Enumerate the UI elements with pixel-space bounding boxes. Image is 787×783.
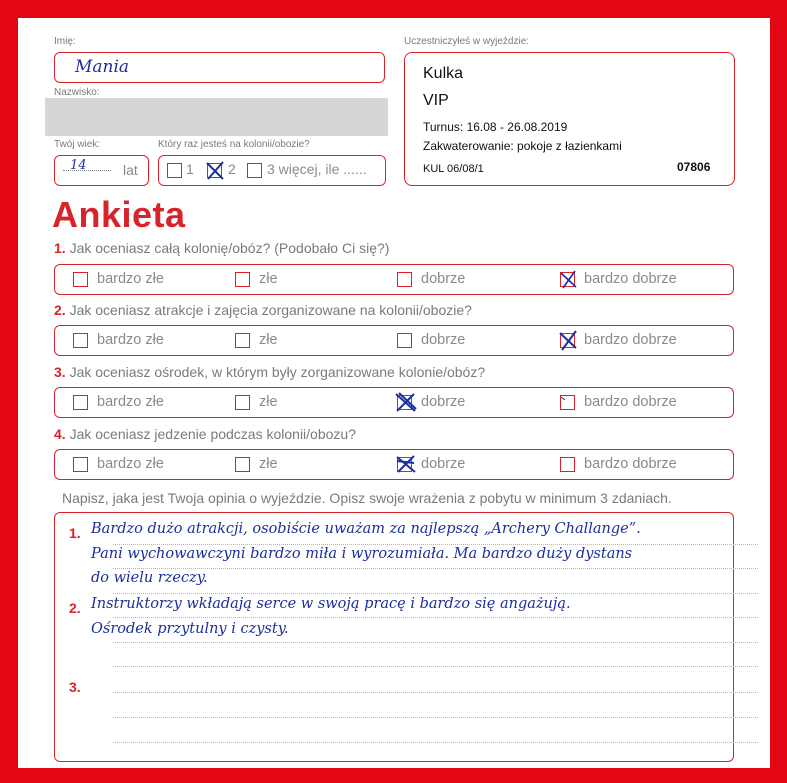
answer-2-number: 2. xyxy=(69,600,81,616)
writing-line xyxy=(113,617,758,618)
question-2-options xyxy=(54,325,734,356)
page-title: Ankieta xyxy=(52,194,186,235)
trip-code: KUL 06/08/1 xyxy=(423,163,484,175)
q4-checkbox-bardzo-zle[interactable] xyxy=(73,457,88,472)
imie-label: Imię: xyxy=(54,36,76,47)
q1-checkbox-bardzo-dobrze[interactable] xyxy=(560,272,575,287)
ktory-label: Który raz jesteś na kolonii/obozie? xyxy=(158,139,310,150)
trip-name: Kulka xyxy=(423,65,464,82)
wiek-label: Twój wiek: xyxy=(54,139,101,150)
uczestniczysz-label: Uczestniczyłeś w wyjeździe: xyxy=(404,36,530,47)
ktory-field xyxy=(158,155,386,186)
q2-checkbox-dobrze[interactable] xyxy=(397,333,412,348)
q2-option-bardzo-zle: bardzo złe xyxy=(97,332,164,348)
q4-option-bardzo-dobrze: bardzo dobrze xyxy=(584,456,677,472)
ktory-opt1-label: 1 xyxy=(186,161,194,177)
ktory-checkbox-2[interactable] xyxy=(207,163,222,178)
opinion-textarea[interactable] xyxy=(54,512,734,762)
answer-3-number: 3. xyxy=(69,679,81,695)
writing-line xyxy=(113,544,758,545)
ktory-checkbox-1[interactable] xyxy=(167,163,182,178)
q4-option-bardzo-zle: bardzo złe xyxy=(97,456,164,472)
q2-checkbox-zle[interactable] xyxy=(235,333,250,348)
question-3-options xyxy=(54,387,734,418)
ktory-opt2-label: 2 xyxy=(228,161,236,177)
answer-2-line-2: Ośrodek przytulny i czysty. xyxy=(91,621,289,637)
wiek-value: 14 xyxy=(70,158,87,173)
stray-mark-icon xyxy=(557,391,579,413)
question-1-options xyxy=(54,264,734,295)
question-4-text: Jak oceniasz jedzenie podczas kolonii/obozu? xyxy=(69,426,356,442)
imie-field[interactable] xyxy=(54,52,385,83)
question-3-number: 3. xyxy=(54,364,66,380)
question-1-number: 1. xyxy=(54,240,66,256)
q2-option-zle: złe xyxy=(259,332,278,348)
trip-type: VIP xyxy=(423,92,449,109)
survey-form xyxy=(18,18,770,768)
writing-line xyxy=(113,593,758,594)
nazwisko-redacted xyxy=(45,98,388,136)
question-2-text: Jak oceniasz atrakcje i zajęcia zorganizowane na kolonii/obozie? xyxy=(69,302,472,318)
question-3-text: Jak oceniasz ośrodek, w którym były zorganizowane kolonie/obóz? xyxy=(69,364,486,380)
check-x-icon xyxy=(557,329,579,351)
question-2-number: 2. xyxy=(54,302,66,318)
wiek-unit: lat xyxy=(123,162,138,178)
check-x-icon xyxy=(557,268,579,290)
q4-option-zle: złe xyxy=(259,456,278,472)
trip-zakwaterowanie: Zakwaterowanie: pokoje z łazienkami xyxy=(423,139,622,153)
answer-1-line-2: Pani wychowawczyni bardzo miła i wyrozumiała. Ma bardzo duży dystans xyxy=(91,546,633,562)
q1-option-dobrze: dobrze xyxy=(421,271,466,287)
writing-line xyxy=(113,642,758,643)
question-4-number: 4. xyxy=(54,426,66,442)
q1-option-zle: złe xyxy=(259,271,278,287)
q2-checkbox-bardzo-zle[interactable] xyxy=(73,333,88,348)
q3-option-bardzo-dobrze: bardzo dobrze xyxy=(584,394,677,410)
answer-1-line-3: do wielu rzeczy. xyxy=(91,570,208,586)
question-4-options xyxy=(54,449,734,480)
q1-checkbox-dobrze[interactable] xyxy=(397,272,412,287)
q3-option-zle: złe xyxy=(259,394,278,410)
trip-number: 07806 xyxy=(677,160,711,174)
question-1-text: Jak oceniasz całą kolonię/obóz? (Podobało Ci się?) xyxy=(69,240,390,256)
opinion-prompt: Napisz, jaka jest Twoja opinia o wyjeździe. Opisz swoje wrażenia z pobytu w minimum 3 zdaniach. xyxy=(62,490,672,506)
question-3 xyxy=(54,364,485,380)
writing-line xyxy=(113,666,758,667)
check-x-icon xyxy=(394,391,418,413)
imie-value: Mania xyxy=(75,57,130,77)
q4-checkbox-bardzo-dobrze[interactable] xyxy=(560,457,575,472)
q3-option-dobrze: dobrze xyxy=(421,394,466,410)
writing-line xyxy=(113,692,758,693)
q3-checkbox-bardzo-dobrze[interactable] xyxy=(560,395,575,410)
writing-line xyxy=(113,717,758,718)
q3-option-bardzo-zle: bardzo złe xyxy=(97,394,164,410)
wiek-field[interactable] xyxy=(54,155,149,186)
writing-line xyxy=(113,742,758,743)
trip-info-box xyxy=(404,52,735,186)
q1-checkbox-bardzo-zle[interactable] xyxy=(73,272,88,287)
ktory-opt3-label: 3 więcej, ile ...... xyxy=(267,161,367,177)
q4-checkbox-zle[interactable] xyxy=(235,457,250,472)
q2-option-dobrze: dobrze xyxy=(421,332,466,348)
q1-option-bardzo-zle: bardzo złe xyxy=(97,271,164,287)
question-1 xyxy=(54,240,389,256)
trip-turnus: Turnus: 16.08 - 26.08.2019 xyxy=(423,120,568,134)
q2-checkbox-bardzo-dobrze[interactable] xyxy=(560,333,575,348)
answer-1-line-1: Bardzo dużo atrakcji, osobiście uważam za najlepszą „Archery Challange”. xyxy=(91,521,641,537)
q2-option-bardzo-dobrze: bardzo dobrze xyxy=(584,332,677,348)
q1-checkbox-zle[interactable] xyxy=(235,272,250,287)
q3-checkbox-dobrze[interactable] xyxy=(397,395,412,410)
answer-1-number: 1. xyxy=(69,525,81,541)
question-2 xyxy=(54,302,472,318)
ktory-checkbox-3[interactable] xyxy=(247,163,262,178)
q1-option-bardzo-dobrze: bardzo dobrze xyxy=(584,271,677,287)
question-4 xyxy=(54,426,356,442)
q4-checkbox-dobrze[interactable] xyxy=(397,457,412,472)
check-x-icon xyxy=(394,453,418,475)
q3-checkbox-zle[interactable] xyxy=(235,395,250,410)
nazwisko-label: Nazwisko: xyxy=(54,87,100,98)
q4-option-dobrze: dobrze xyxy=(421,456,466,472)
answer-2-line-1: Instruktorzy wkładają serce w swoją pracę i bardzo się angażują. xyxy=(91,596,571,612)
q3-checkbox-bardzo-zle[interactable] xyxy=(73,395,88,410)
writing-line xyxy=(113,568,758,569)
check-x-icon xyxy=(204,159,226,181)
